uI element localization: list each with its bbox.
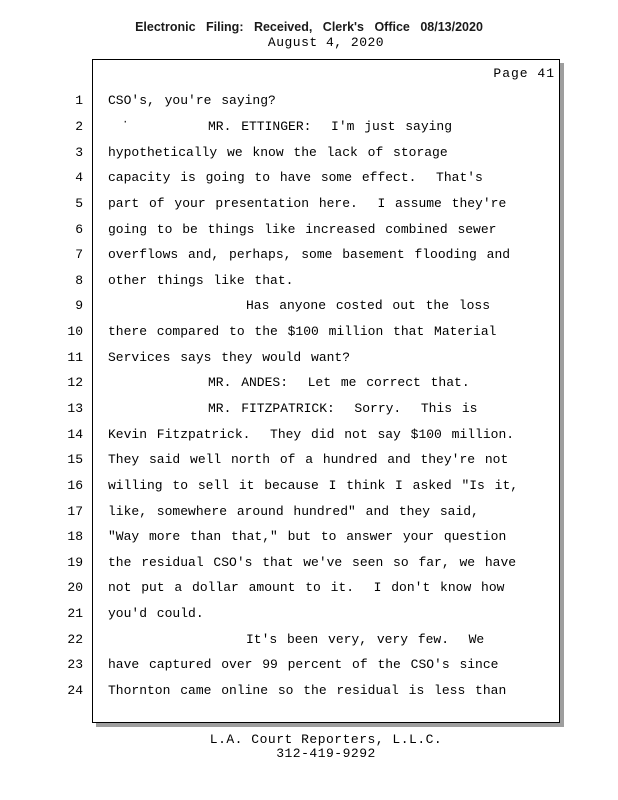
transcript-line [0, 524, 618, 550]
transcript-line [0, 473, 618, 499]
line-number: 24 [67, 682, 83, 698]
line-text: other things like that. [108, 272, 294, 288]
transcript-line [0, 293, 618, 319]
stray-ink-mark: · [122, 117, 129, 129]
transcript-line [0, 678, 618, 704]
line-text: MR. FITZPATRICK: Sorry. This is [208, 401, 478, 416]
line-number: 21 [67, 606, 83, 621]
line-number: 3 [75, 144, 83, 160]
line-text: CSO's, you're saying? [108, 93, 276, 109]
line-text: hypothetically we know the lack of storage [108, 144, 448, 160]
line-number: 11 [67, 349, 83, 365]
transcript-line [0, 499, 618, 525]
line-text: not put a dollar amount to it. I don't know how [108, 580, 505, 596]
line-number: 16 [67, 477, 83, 493]
line-number: 19 [67, 554, 83, 570]
line-number: 22 [67, 631, 83, 647]
transcript-line [0, 652, 618, 678]
line-text: It's been very, very few. We [246, 631, 485, 647]
line-number: 6 [75, 221, 83, 237]
line-number: 17 [67, 503, 83, 519]
transcript-line [0, 140, 618, 166]
line-text: there compared to the $100 million that Material [108, 324, 497, 340]
transcript-line [0, 575, 618, 601]
line-number: 14 [67, 426, 83, 442]
transcript-line [0, 191, 618, 217]
line-text: like, somewhere around hundred" and they said, [108, 503, 479, 519]
line-number: 13 [67, 401, 83, 416]
transcript-line [0, 601, 618, 627]
line-number: 2 [75, 119, 83, 134]
page-number-label: Page 41 [493, 66, 555, 81]
line-text: have captured over 99 percent of the CSO's since [108, 657, 499, 673]
line-number: 5 [75, 195, 83, 211]
line-number: 4 [75, 170, 83, 186]
transcript-line [0, 165, 618, 191]
efiling-stamp: Electronic Filing: Received, Clerk's Office 08/13/2020 [135, 20, 483, 34]
reporter-company: L.A. Court Reporters, L.L.C. [209, 732, 443, 747]
transcript-line [0, 422, 618, 448]
line-number: 20 [67, 580, 83, 596]
line-number: 1 [75, 93, 83, 109]
line-number: 10 [67, 324, 83, 340]
transcript-line [0, 370, 618, 396]
line-text: MR. ETTINGER: I'm just saying [208, 119, 453, 134]
transcript-line [0, 345, 618, 371]
line-text: "Way more than that," but to answer your question [108, 529, 507, 545]
line-number: 18 [67, 529, 83, 545]
transcript-line [0, 217, 618, 243]
line-text: Has anyone costed out the loss [246, 298, 491, 314]
line-number: 15 [67, 452, 83, 468]
line-text: Services says they would want? [108, 349, 351, 365]
line-text: going to be things like increased combined sewer [108, 221, 497, 237]
transcript-line [0, 114, 618, 140]
line-number: 9 [75, 298, 83, 314]
line-number: 23 [67, 657, 83, 673]
transcript-line [0, 550, 618, 576]
line-text: overflows and, perhaps, some basement flooding and [108, 247, 511, 263]
transcript-line [0, 396, 618, 422]
line-text: MR. ANDES: Let me correct that. [208, 375, 470, 391]
transcript-line [0, 242, 618, 268]
line-number: 12 [67, 375, 83, 391]
line-text: Kevin Fitzpatrick. They did not say $100 million. [108, 426, 515, 442]
line-text: part of your presentation here. I assume they're [108, 195, 507, 211]
line-text: the residual CSO's that we've seen so far, we have [108, 554, 517, 570]
line-number: 7 [75, 247, 83, 263]
transcript-date: August 4, 2020 [267, 35, 385, 50]
transcript-line [0, 88, 618, 114]
reporter-phone: 312-419-9292 [276, 746, 376, 761]
line-text: They said well north of a hundred and they're not [108, 452, 509, 468]
line-number: 8 [75, 272, 83, 288]
transcript-line [0, 447, 618, 473]
line-text: capacity is going to have some effect. That's [108, 170, 483, 186]
transcript-line [0, 627, 618, 653]
transcript-line [0, 268, 618, 294]
line-text: Thornton came online so the residual is less than [108, 682, 507, 698]
line-text: you'd could. [108, 606, 204, 621]
line-text: willing to sell it because I think I asked "Is it, [108, 477, 519, 493]
transcript-line [0, 319, 618, 345]
